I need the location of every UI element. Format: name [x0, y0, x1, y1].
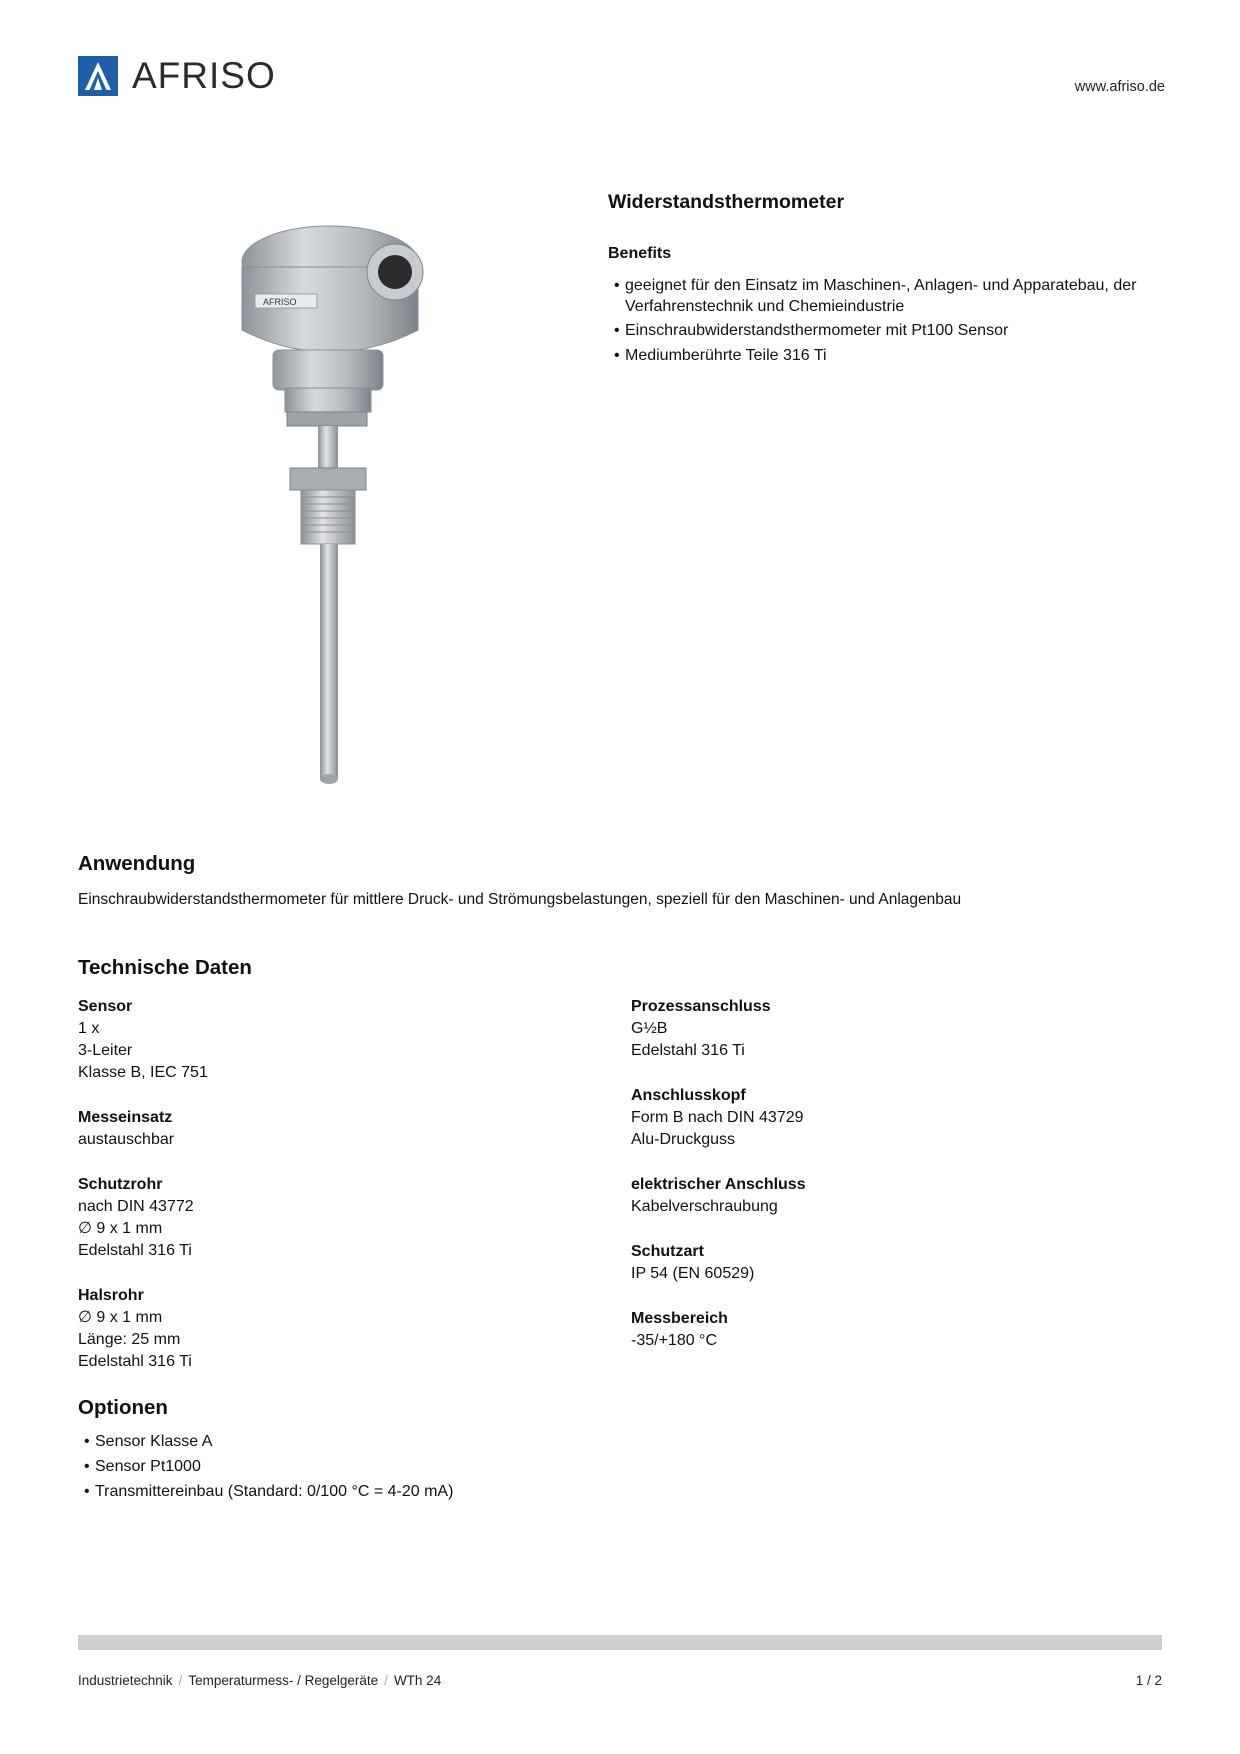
spec-group-anschlusskopf — [631, 1085, 1151, 1151]
spec-value: Alu-Druckguss — [631, 1131, 736, 1148]
spec-group-schutzrohr — [78, 1174, 598, 1262]
benefit-item: • Mediumberührte Teile 316 Ti — [608, 346, 1168, 367]
website-link[interactable]: www.afriso.de — [1074, 79, 1165, 95]
spec-label: Sensor — [78, 998, 133, 1015]
spec-value: G½B — [631, 1020, 668, 1037]
anwendung-text: Einschraubwiderstandsthermometer für mittlere Druck- und Strömungsbelastungen, speziell für den Maschinen- und Anlagenbau — [78, 891, 962, 908]
spec-label: Halsrohr — [78, 1287, 144, 1304]
tech-data-right-column — [631, 996, 1151, 1375]
benefits-list — [608, 276, 1168, 370]
product-label-text: AFRISO — [263, 297, 297, 307]
spec-value: Edelstahl 316 Ti — [631, 1042, 745, 1059]
spec-value: Form B nach DIN 43729 — [631, 1109, 804, 1126]
breadcrumb-separator: / — [384, 1673, 388, 1688]
product-image — [225, 212, 435, 787]
afriso-logo-icon — [78, 56, 118, 96]
options-list — [78, 1431, 453, 1506]
spec-label: elektrischer Anschluss — [631, 1176, 806, 1193]
spec-label: Schutzart — [631, 1243, 704, 1260]
option-item: • Sensor Klasse A — [78, 1431, 453, 1452]
afriso-logo — [78, 55, 276, 97]
spec-value: nach DIN 43772 — [78, 1198, 194, 1215]
breadcrumb-item[interactable]: WTh 24 — [393, 1673, 442, 1688]
breadcrumb-item[interactable]: Industrietechnik — [78, 1673, 173, 1688]
logo-text: AFRISO — [132, 55, 276, 96]
tech-data-left-column — [78, 996, 598, 1396]
anwendung-heading: Anwendung — [78, 852, 196, 875]
spec-value: Klasse B, IEC 751 — [78, 1064, 208, 1081]
spec-group-prozessanschluss — [631, 996, 1151, 1062]
breadcrumb-item[interactable]: Temperaturmess- / Regelgeräte — [188, 1673, 379, 1688]
spec-value: austauschbar — [78, 1131, 175, 1148]
breadcrumb — [78, 1673, 441, 1688]
spec-group-messbereich — [631, 1308, 1151, 1352]
spec-value: IP 54 (EN 60529) — [631, 1265, 755, 1282]
spec-value: Edelstahl 316 Ti — [78, 1353, 192, 1370]
spec-value: Edelstahl 316 Ti — [78, 1242, 192, 1259]
spec-value: ∅ 9 x 1 mm — [78, 1220, 163, 1237]
option-item: • Transmittereinbau (Standard: 0/100 °C = 4-20 mA) — [78, 1481, 453, 1502]
benefits-heading: Benefits — [608, 245, 672, 262]
spec-value: Kabelverschraubung — [631, 1198, 778, 1215]
spec-group-elektrischer-anschluss — [631, 1174, 1151, 1218]
spec-label: Prozessanschluss — [631, 998, 771, 1015]
technische-daten-heading: Technische Daten — [78, 956, 252, 979]
page-number: 1 / 2 — [1135, 1673, 1162, 1688]
product-title: Widerstandsthermometer — [608, 191, 845, 213]
option-item: • Sensor Pt1000 — [78, 1456, 453, 1477]
spec-label: Messbereich — [631, 1310, 728, 1327]
spec-value: ∅ 9 x 1 mm — [78, 1309, 163, 1326]
benefit-item: • geeignet für den Einsatz im Maschinen-, Anlagen- und Apparatebau, der Verfahrenstechnik und Chemieindustrie — [608, 276, 1168, 317]
spec-value: Länge: 25 mm — [78, 1331, 181, 1348]
spec-group-messeinsatz — [78, 1107, 598, 1151]
spec-label: Anschlusskopf — [631, 1087, 746, 1104]
optionen-heading: Optionen — [78, 1396, 168, 1419]
breadcrumb-separator: / — [178, 1673, 183, 1688]
footer-divider — [78, 1635, 1162, 1650]
benefit-item: • Einschraubwiderstandsthermometer mit Pt100 Sensor — [608, 321, 1168, 342]
spec-label: Messeinsatz — [78, 1109, 173, 1126]
spec-label: Schutzrohr — [78, 1176, 163, 1193]
spec-group-halsrohr — [78, 1285, 598, 1373]
spec-value: 3-Leiter — [78, 1042, 133, 1059]
spec-value: 1 x — [78, 1020, 100, 1037]
spec-value: -35/+180 °C — [631, 1332, 718, 1349]
spec-group-sensor — [78, 996, 598, 1084]
spec-group-schutzart — [631, 1241, 1151, 1285]
